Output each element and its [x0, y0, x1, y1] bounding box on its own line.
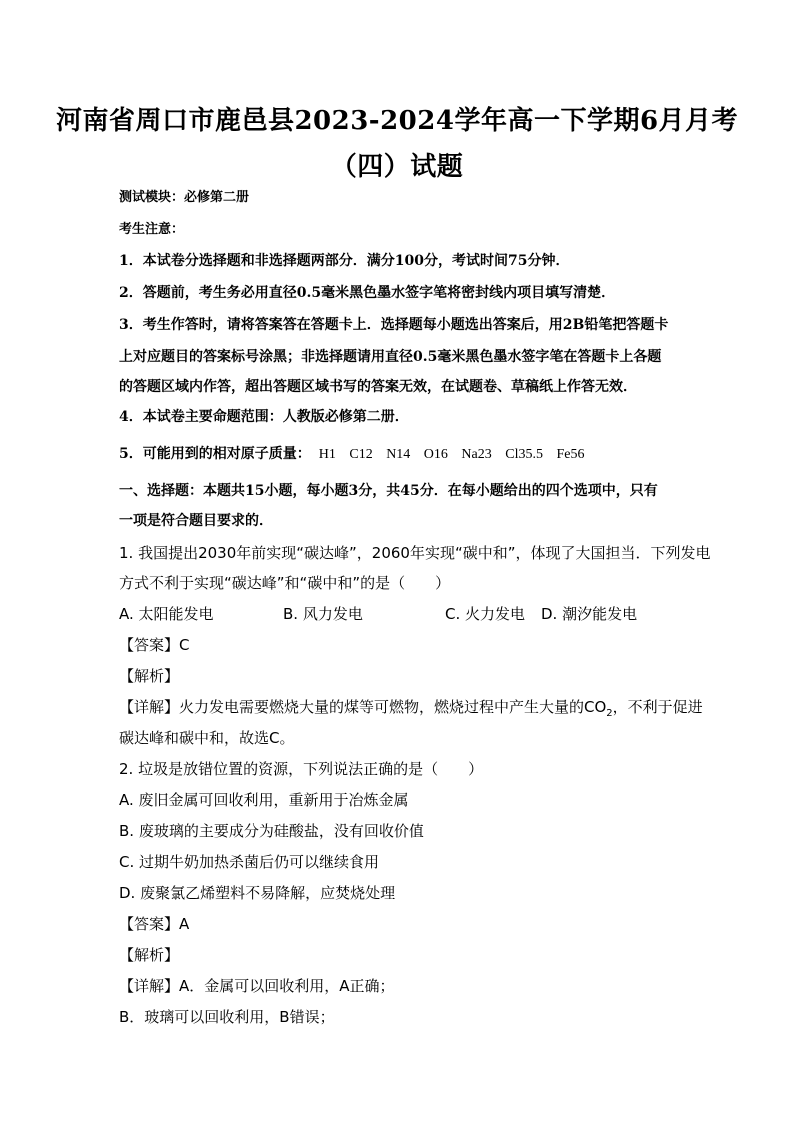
- q1-option-a: A. 太阳能发电: [119, 605, 214, 623]
- co2-formula: CO: [584, 698, 607, 716]
- note-3-line1: 3．考生作答时，请将答案答在答题卡上．选择题每小题选出答案后，用2B铅笔把答题卡: [119, 317, 669, 333]
- q1-detail-text-b: ，不利于促进: [612, 698, 703, 716]
- q2-answer: 【答案】A: [119, 915, 190, 933]
- q1-detail-line2: 碳达峰和碳中和，故选C。: [119, 729, 295, 747]
- note-3-line2: 上对应题目的答案标号涂黑；非选择题请用直径0.5毫米黑色墨水签字笔在答题卡上各题: [119, 349, 662, 365]
- q1-option-c: C. 火力发电: [445, 605, 526, 623]
- note-5: [119, 443, 584, 463]
- note-1: 1．本试卷分选择题和非选择题两部分．满分100分，考试时间75分钟．: [119, 253, 570, 269]
- section-1-line1: 一、选择题：本题共15小题，每小题3分，共45分．在每小题给出的四个选项中，只有: [119, 483, 658, 499]
- q1-option-d: D. 潮汐能发电: [541, 605, 638, 623]
- q1-detail-text-a: 【详解】火力发电需要燃烧大量的煤等可燃物，燃烧过程中产生大量的: [119, 698, 585, 716]
- note-4: 4．本试卷主要命题范围：人教版必修第二册．: [119, 409, 409, 425]
- note-3-line3: 的答题区域内作答，超出答题区域书写的答案无效，在试题卷、草稿纸上作答无效．: [119, 379, 637, 395]
- q2-option-b: B. 废玻璃的主要成分为硅酸盐，没有回收价值: [119, 822, 424, 840]
- q2-option-a: A. 废旧金属可回收利用，重新用于冶炼金属: [119, 791, 409, 809]
- note-5-label: 5．可能用到的相对原子质量：: [119, 446, 311, 462]
- q1-analysis: 【解析】: [119, 667, 180, 685]
- q1-stem-line1: 1. 我国提出2030年前实现“碳达峰”，2060年实现“碳中和”，体现了大国担当．下列发电: [119, 544, 711, 562]
- exam-title-line1: 河南省周口市鹿邑县2023-2024学年高一下学期6月月考: [55, 106, 739, 136]
- notice-heading: 考生注意：: [119, 222, 185, 237]
- q1-stem-line2: 方式不利于实现“碳达峰”和“碳中和”的是（ ）: [119, 574, 451, 592]
- q1-detail-line1: [119, 696, 703, 719]
- q1-answer: 【答案】C: [119, 636, 190, 654]
- co2-subscript: 2: [606, 708, 613, 719]
- q2-analysis: 【解析】: [119, 946, 180, 964]
- q2-option-d: D. 废聚氯乙烯塑料不易降解，应焚烧处理: [119, 884, 396, 902]
- q2-detail-line2: B．玻璃可以回收利用，B错误；: [119, 1008, 335, 1026]
- exam-title-line2: （四）试题: [330, 152, 464, 182]
- section-1-line2: 一项是符合题目要求的．: [119, 513, 273, 529]
- test-module: 测试模块：必修第二册: [119, 190, 250, 205]
- q2-detail-line1: 【详解】A．金属可以回收利用，A正确；: [119, 977, 395, 995]
- q2-option-c: C. 过期牛奶加热杀菌后仍可以继续食用: [119, 853, 380, 871]
- q1-option-b: B. 风力发电: [283, 605, 363, 623]
- atomic-masses: H1 C12 N14 O16 Na23 Cl35.5 Fe56: [318, 447, 585, 462]
- note-2: 2．答题前，考生务必用直径0.5毫米黑色墨水签字笔将密封线内项目填写清楚．: [119, 285, 616, 301]
- q2-stem: 2. 垃圾是放错位置的资源，下列说法正确的是（ ）: [119, 760, 484, 778]
